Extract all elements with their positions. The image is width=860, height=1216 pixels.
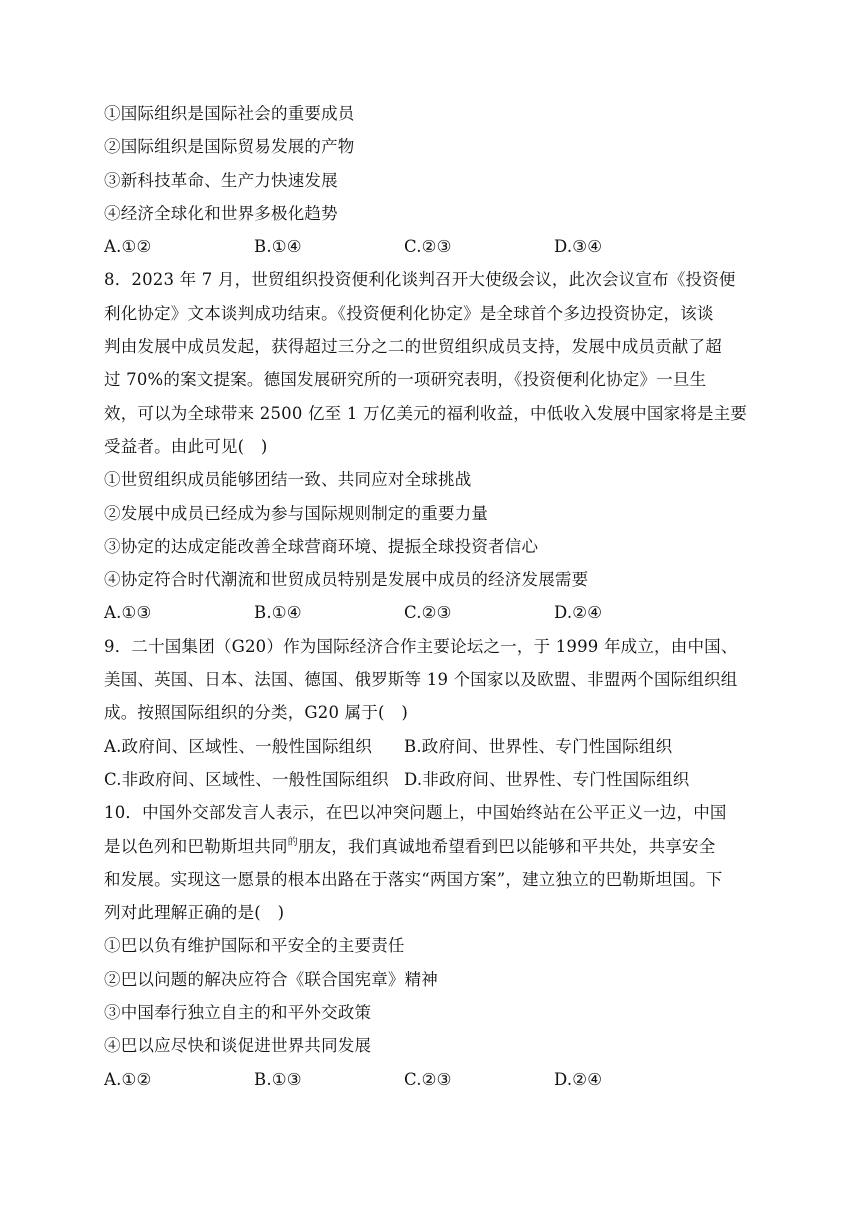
q8-item-3: ③协定的达成定能改善全球营商环境、提振全球投资者信心 bbox=[104, 536, 539, 556]
q8-option-a[interactable]: A.①③ bbox=[104, 603, 152, 623]
q9-stem-line: 9．二十国集团（G20）作为国际经济合作主要论坛之一，于 1999 年成立，由中国、 bbox=[104, 636, 738, 656]
q8-item-1: ①世贸组织成员能够团结一致、共同应对全球挑战 bbox=[104, 470, 472, 490]
q8-stem-line: 效，可以为全球带来 2500 亿至 1 万亿美元的福利收益，中低收入发展中国家将是主要 bbox=[104, 403, 748, 423]
q9-option-d[interactable]: D.非政府间、世界性、专门性国际组织 bbox=[404, 769, 690, 789]
q10-item-3: ③中国奉行独立自主的和平外交政策 bbox=[104, 1003, 372, 1023]
q9-options-row-1 bbox=[104, 730, 764, 763]
q8-item-2: ②发展中成员已经成为参与国际规则制定的重要力量 bbox=[104, 503, 489, 523]
q7-options bbox=[104, 230, 764, 263]
q7-option-d[interactable]: D.③④ bbox=[554, 237, 603, 257]
q9-stem-line: 美国、英国、日本、法国、德国、俄罗斯等 19 个国家以及欧盟、非盟两个国际组织组 bbox=[104, 670, 738, 690]
q8-stem-line: 利化协定》文本谈判成功结束。《投资便利化协定》是全球首个多边投资协定，该谈 bbox=[104, 303, 714, 323]
q9-stem-line: 成。按照国际组织的分类，G20 属于( ) bbox=[104, 703, 408, 723]
question-9 bbox=[104, 630, 764, 796]
q8-item-4: ④协定符合时代潮流和世贸成员特别是发展中成员的经济发展需要 bbox=[104, 570, 589, 590]
q8-stem-line: 判由发展中成员发起，获得超过三分之二的世贸组织成员支持，发展中成员贡献了超 bbox=[104, 337, 722, 357]
q10-options bbox=[104, 1063, 764, 1096]
q8-stem-line: 8．2023 年 7 月，世贸组织投资便利化谈判召开大使级会议，此次会议宣布《投资便 bbox=[104, 270, 736, 290]
q10-stem-text: 朋友，我们真诚地希望看到巴以能够和平共处，共享安全 bbox=[297, 836, 716, 856]
q8-stem-line: 受益者。由此可见( ) bbox=[104, 436, 268, 456]
q7-option-a[interactable]: A.①② bbox=[104, 237, 152, 257]
question-8 bbox=[104, 263, 764, 629]
q10-stem-line: 10．中国外交部发言人表示，在巴以冲突问题上，中国始终站在公平正义一边，中国 bbox=[104, 803, 727, 823]
q10-stem-line: 和发展。实现这一愿景的根本出路在于落实“两国方案”，建立独立的巴勒斯坦国。下 bbox=[104, 869, 723, 889]
question-7 bbox=[104, 97, 764, 263]
q9-option-a[interactable]: A.政府间、区域性、一般性国际组织 bbox=[104, 736, 373, 756]
q7-option-b[interactable]: B.①④ bbox=[254, 237, 302, 257]
q10-option-b[interactable]: B.①③ bbox=[254, 1069, 302, 1089]
q10-stem-line bbox=[104, 830, 764, 863]
q8-stem-line: 过 70%的案文提案。德国发展研究所的一项研究表明，《投资便利化协定》一旦生 bbox=[104, 370, 707, 390]
q10-superscript: 的 bbox=[287, 836, 298, 848]
q8-option-c[interactable]: C.②③ bbox=[404, 603, 452, 623]
q7-item-1: ①国际组织是国际社会的重要成员 bbox=[104, 104, 355, 123]
q9-options-row-2 bbox=[104, 763, 764, 796]
q10-option-d[interactable]: D.②④ bbox=[554, 1069, 603, 1089]
exam-page bbox=[104, 97, 764, 1096]
q9-option-b[interactable]: B.政府间、世界性、专门性国际组织 bbox=[404, 736, 673, 756]
q7-item-4: ④经济全球化和世界多极化趋势 bbox=[104, 203, 338, 223]
q10-stem-text: 是以色列和巴勒斯坦共同 bbox=[104, 836, 288, 856]
q10-option-a[interactable]: A.①② bbox=[104, 1069, 152, 1089]
q7-item-2: ②国际组织是国际贸易发展的产物 bbox=[104, 137, 355, 157]
q8-option-d[interactable]: D.②④ bbox=[554, 603, 603, 623]
q8-option-b[interactable]: B.①④ bbox=[254, 603, 302, 623]
q7-item-3: ③新科技革命、生产力快速发展 bbox=[104, 170, 338, 190]
q10-item-2: ②巴以问题的解决应符合《联合国宪章》精神 bbox=[104, 969, 438, 989]
question-10 bbox=[104, 796, 764, 1096]
q10-stem-line: 列对此理解正确的是( ) bbox=[104, 903, 285, 923]
q10-option-c[interactable]: C.②③ bbox=[404, 1069, 452, 1089]
q10-item-1: ①巴以负有维护国际和平安全的主要责任 bbox=[104, 936, 405, 956]
q9-option-c[interactable]: C.非政府间、区域性、一般性国际组织 bbox=[104, 769, 389, 789]
q7-option-c[interactable]: C.②③ bbox=[404, 237, 452, 257]
q10-item-4: ④巴以应尽快和谈促进世界共同发展 bbox=[104, 1036, 372, 1056]
q8-options bbox=[104, 596, 764, 629]
